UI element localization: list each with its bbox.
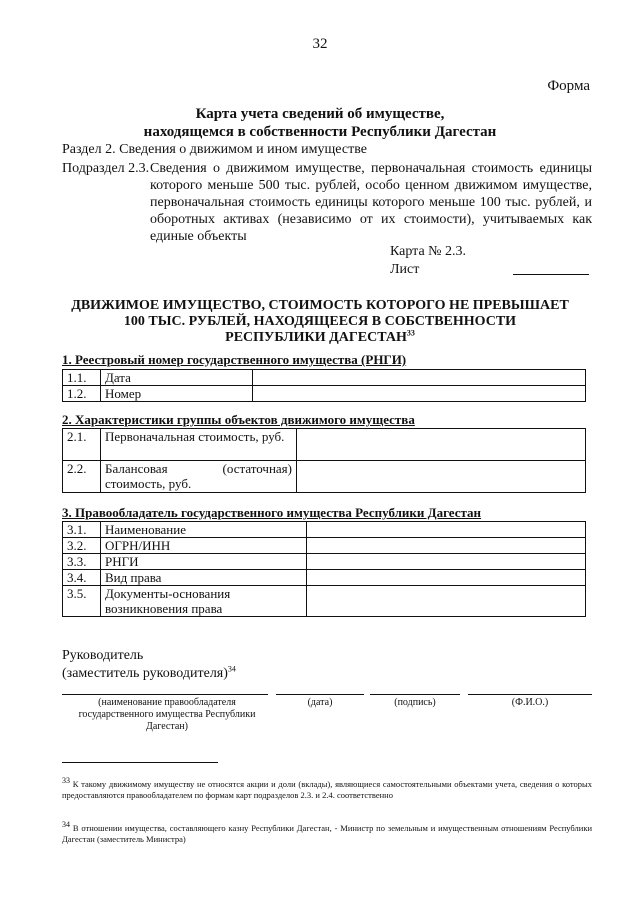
section-label: Раздел 2. Сведения о движимом и ином имуществе (62, 142, 367, 157)
document-title-line-1: Карта учета сведений об имуществе, (195, 106, 445, 122)
row-name: ОГРН/ИНН (101, 538, 307, 554)
row-name: РНГИ (101, 554, 307, 570)
row-number: 1.1. (63, 370, 101, 386)
row-name: Вид права (101, 570, 307, 586)
signer-role-line-1: Руководитель (62, 648, 144, 663)
footnote-ref-33: 33 (406, 328, 415, 338)
main-title (40, 298, 600, 346)
block1-table (62, 369, 586, 402)
footnote-separator (62, 762, 218, 763)
table-row (63, 570, 586, 586)
footnote-34-text: В отношении имущества, составляющего казну Республики Дагестан, - Министр по земельным и имущественным отношениям Республики Дагестан (заместитель Министра) (62, 823, 593, 844)
table-row (63, 386, 586, 402)
table-row (63, 370, 586, 386)
table-row (63, 429, 586, 461)
block2-table (62, 428, 586, 493)
holder-line[interactable] (62, 694, 268, 695)
block3-table (62, 521, 586, 617)
row-value[interactable] (307, 570, 586, 586)
page-number: 32 (312, 36, 328, 52)
full-name-caption: (Ф.И.О.) (511, 697, 549, 708)
table-row (63, 586, 586, 617)
row-value[interactable] (253, 370, 586, 386)
row-value[interactable] (307, 586, 586, 617)
sheet-number-line (513, 274, 589, 275)
row-number: 3.3. (63, 554, 101, 570)
row-value[interactable] (253, 386, 586, 402)
row-number: 2.1. (63, 429, 101, 461)
block3-heading: 3. Правообладатель государственного имущества Республики Дагестан (62, 505, 482, 520)
holder-caption: (наименование правообладателя государственного имущества Республики Дагестан) (78, 697, 256, 732)
footnote-33-ref: 33 (62, 776, 70, 786)
table-row (63, 554, 586, 570)
row-number: 3.1. (63, 522, 101, 538)
table-row (63, 522, 586, 538)
table-row (63, 538, 586, 554)
date-caption: (дата) (307, 697, 333, 708)
row-value[interactable] (297, 461, 586, 493)
row-value[interactable] (307, 538, 586, 554)
row-name: Документы-основания возникновения права (101, 586, 307, 617)
row-name: Первоначальная стоимость, руб. (101, 429, 297, 461)
footnote-33-text: К такому движимому имуществу не относятся акции и доли (вклады), являющиеся самостоятельными объектами учета, сведения о которых предоставляются правообладателем по формам карт подразделов 2.3. и 2.4. соответственно (62, 779, 592, 800)
signer-role-line-2: (заместитель руководителя) (62, 666, 228, 681)
row-name: Дата (101, 370, 253, 386)
sheet-label: Лист (390, 262, 420, 277)
date-line[interactable] (276, 694, 364, 695)
row-value[interactable] (307, 554, 586, 570)
full-name-line[interactable] (468, 694, 592, 695)
main-title-line-2: 100 ТЫС. РУБЛЕЙ, НАХОДЯЩЕЕСЯ В СОБСТВЕННОСТИ (123, 314, 517, 329)
footnote-34-ref: 34 (62, 820, 70, 830)
document-title-line-2: находящемся в собственности Республики Дагестан (143, 124, 497, 140)
row-number: 3.5. (63, 586, 101, 617)
footnote-34 (62, 820, 593, 845)
subsection-text: Сведения о движимом имуществе, первоначальная стоимость единицы которого меньше 500 тыс. рублей, особо ценном движимом имуществе, первоначальная стоимость единицы которого меньше 100 тыс. рублей, и оборотных активах (независимо от их стоимости), учитываемых как единые объекты (150, 161, 592, 244)
row-number: 1.2. (63, 386, 101, 402)
row-value[interactable] (297, 429, 586, 461)
row-number: 3.4. (63, 570, 101, 586)
block1-heading: 1. Реестровый номер государственного имущества (РНГИ) (62, 352, 407, 367)
row-number: 3.2. (63, 538, 101, 554)
row-value[interactable] (307, 522, 586, 538)
signature-caption: (подпись) (394, 697, 436, 708)
subsection-label: Подраздел 2.3. (62, 161, 150, 176)
row-name: Номер (101, 386, 253, 402)
footnote-ref-34: 34 (227, 664, 236, 674)
footnote-33 (62, 776, 592, 801)
table-row (63, 461, 586, 493)
card-number: Карта № 2.3. (390, 244, 467, 259)
row-number: 2.2. (63, 461, 101, 493)
signature-line[interactable] (370, 694, 460, 695)
main-title-line-1: ДВИЖИМОЕ ИМУЩЕСТВО, СТОИМОСТЬ КОТОРОГО НЕ ПРЕВЫШАЕТ (71, 298, 569, 313)
row-name: Балансовая (остаточная) стоимость, руб. (101, 461, 297, 493)
form-label: Форма (547, 78, 590, 94)
main-title-line-3: РЕСПУБЛИКИ ДАГЕСТАН (225, 330, 407, 345)
row-name: Наименование (101, 522, 307, 538)
block2-heading: 2. Характеристики группы объектов движимого имущества (62, 412, 415, 427)
